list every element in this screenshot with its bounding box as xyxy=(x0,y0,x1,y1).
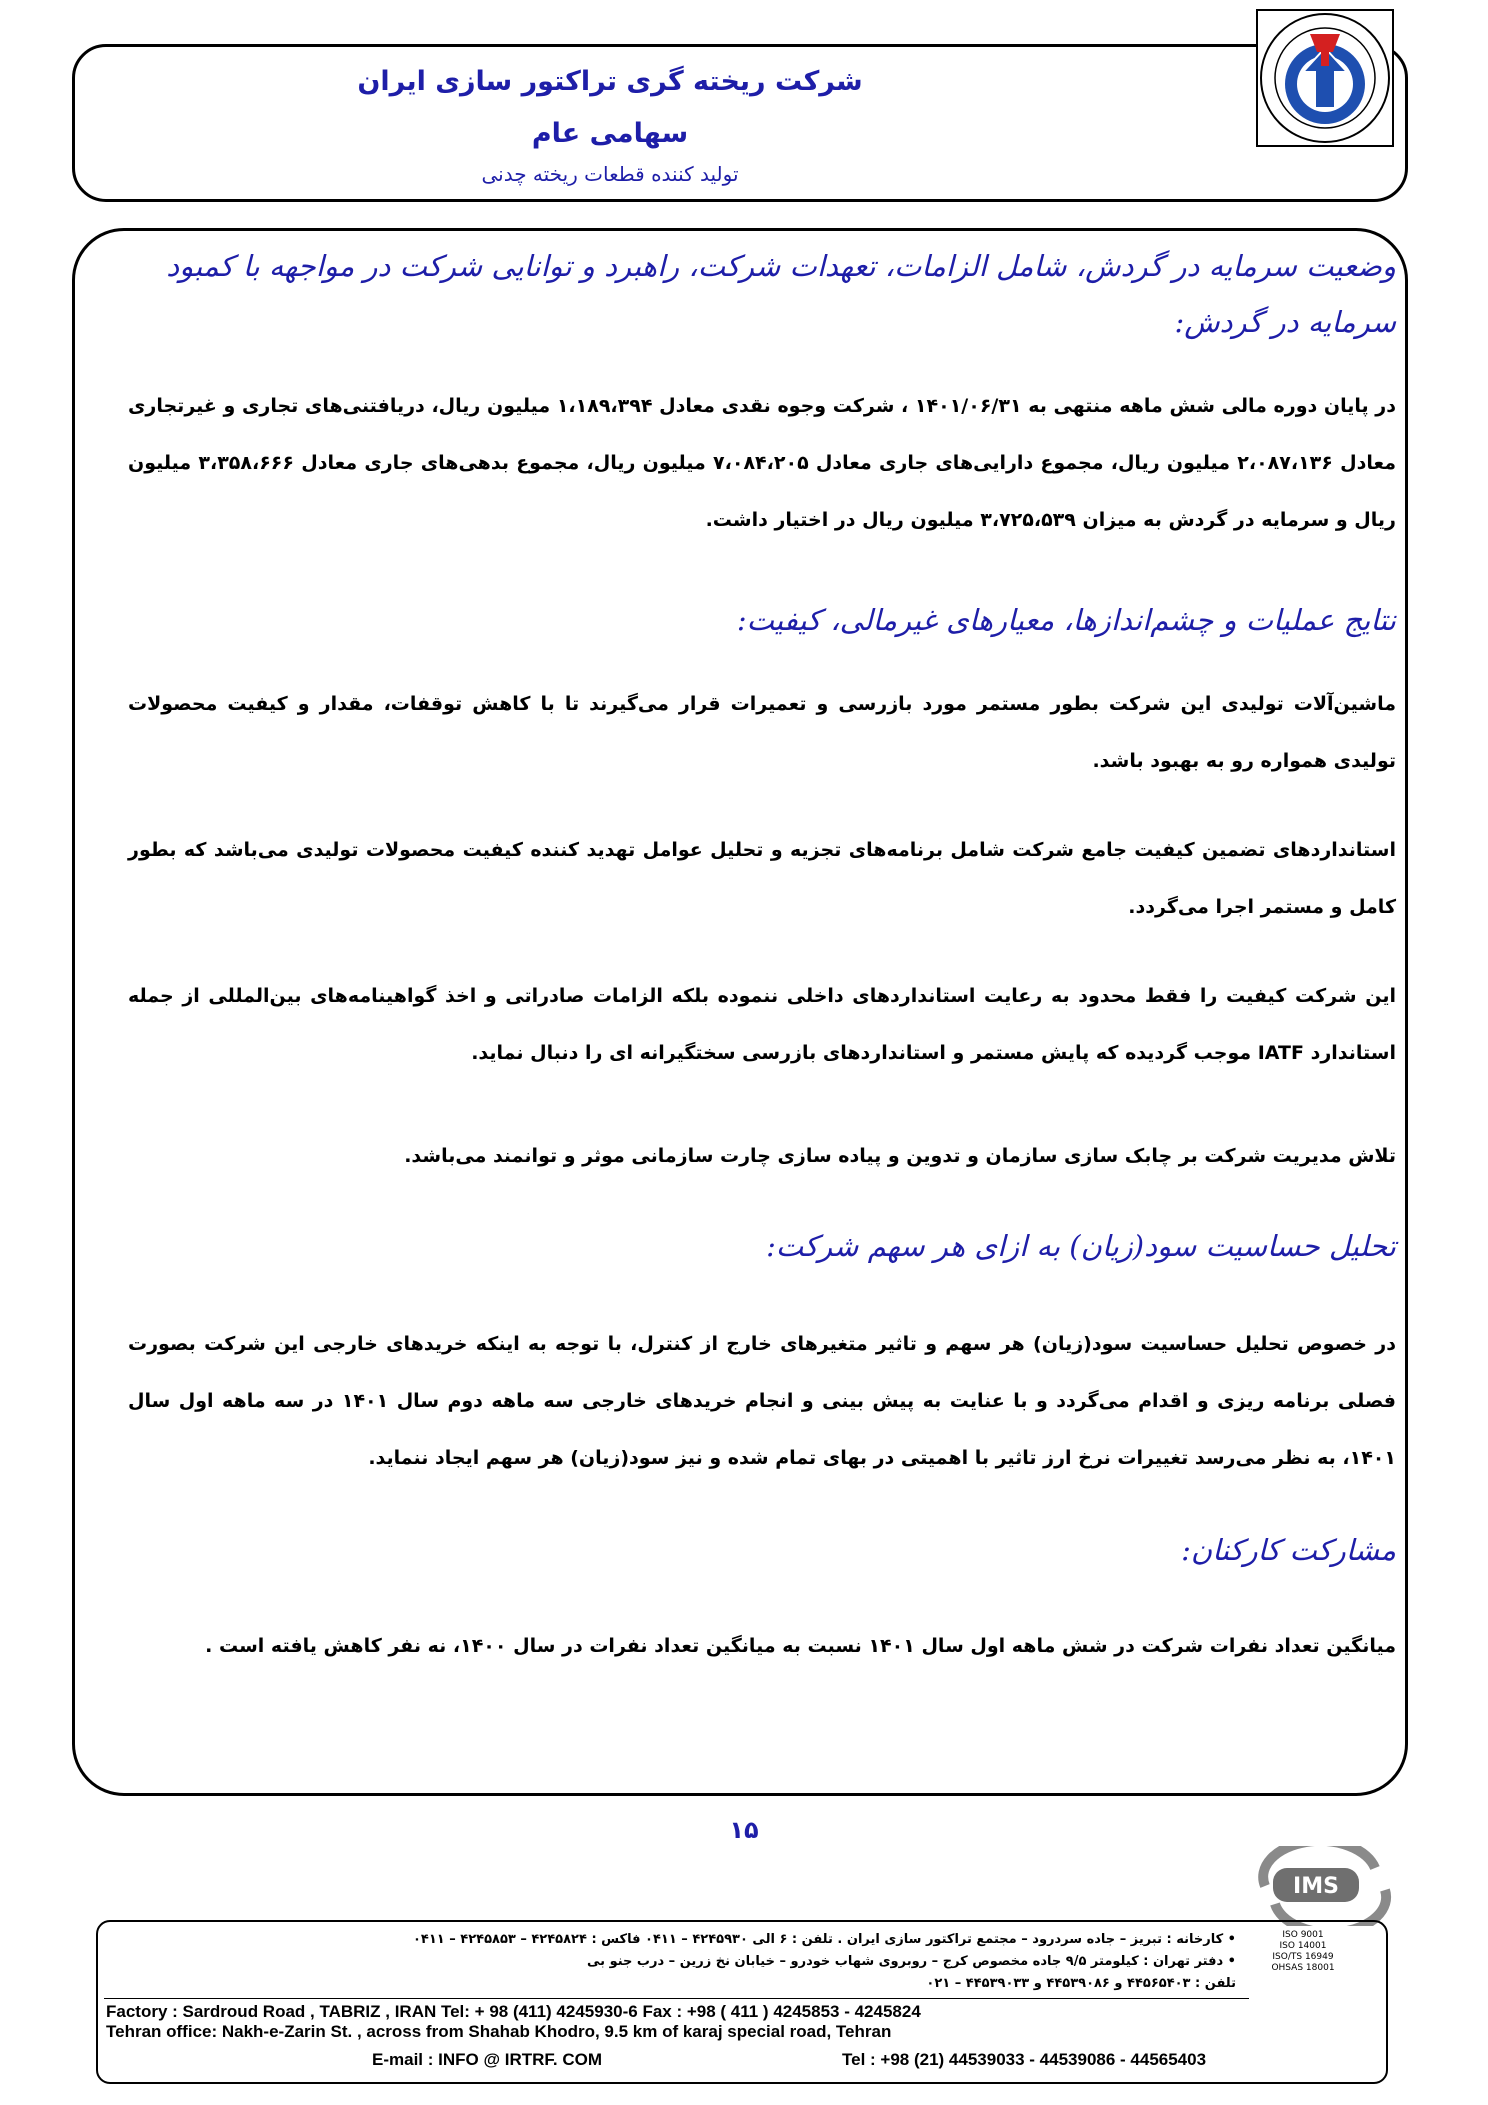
company-seal-icon xyxy=(1255,8,1395,148)
ims-logo-icon xyxy=(1245,1846,1395,1926)
staff-heading: مشارکت کارکنان: xyxy=(1181,1533,1396,1567)
results-heading: نتایج عملیات و چشم‌اندازها، معیارهای غیرمالی، کیفیت: xyxy=(736,603,1396,637)
footer-tel: Tel : +98 (21) 44539033 - 44539086 - 44565403 xyxy=(842,2050,1207,2069)
footer-office-address-en: Tehran office: Nakh-e-Zarin St. , across from Shahab Khodro, 9.5 km of karaj special road, Tehran xyxy=(106,2022,892,2041)
results-paragraph-1: ماشین‌آلات تولیدی این شرکت بطور مستمر مورد بازرسی و تعمیرات قرار می‌گیرند تا با کاهش توقفات، مقدار و کیفیت محصولات تولیدی همواره رو به بهبود باشد. xyxy=(128,693,1396,772)
working-capital-heading-line1: وضعیت سرمایه در گردش، شامل الزامات، تعهدات شرکت، راهبرد و توانایی شرکت در مواجهه با کمبود xyxy=(166,249,1396,283)
working-capital-paragraph: در پایان دوره مالی شش ماهه منتهی به ۱۴۰۱/۰۶/۳۱ ، شرکت وجوه نقدی معادل ۱،۱۸۹،۳۹۴ میلیون ریال، دریافتنی‌های تجاری و غیرتجاری معادل ۲،۰۸۷،۱۳۶ میلیون ریال، مجموع دارایی‌های جاری معادل ۷،۰۸۴،۲۰۵ میلیون ریال، مجموع بدهی‌های جاری معادل ۳،۳۵۸،۶۶۶ میلیون ریال و سرمایه در گردش به میزان ۳،۷۲۵،۵۳۹ میلیون ریال در اختیار داشت. xyxy=(128,395,1396,531)
company-type: سهامی عام xyxy=(531,118,689,149)
footer-divider xyxy=(104,1998,1249,1999)
certification-item: OHSAS 18001 xyxy=(1271,1963,1335,1973)
page-number: ۱۵ xyxy=(729,1816,759,1844)
certification-item: ISO 14001 xyxy=(1279,1941,1327,1951)
sensitivity-paragraph: در خصوص تحلیل حساسیت سود(زیان) هر سهم و تاثیر متغیرهای خارج از کنترل، با توجه به اینکه خریدهای خارجی این شرکت بصورت فصلی برنامه ریزی و اقدام می‌گردد و با عنایت به پیش بینی و انجام خریدهای خارجی سه ماهه دوم سال ۱۴۰۱ در سه ماهه اول سال ۱۴۰۱، به نظر می‌رسد تغییرات نرخ ارز تاثیر با اهمیتی در بهای تمام شده و نیز سود(زیان) هر سهم ایجاد ننماید. xyxy=(128,1333,1397,1469)
footer-factory-address-fa: • کارخانه : تبریز – جاده سردرود – مجتمع تراکتور سازی ایران . تلفن : ۶ الی ۴۲۴۵۹۳۰ – ۰۴۱۱ فاکس : ۴۲۴۵۸۲۴ – ۴۲۴۵۸۵۳ – ۰۴۱۱ xyxy=(412,1932,1236,1947)
header xyxy=(72,44,1408,202)
footer-factory-address-en: Factory : Sardroud Road , TABRIZ , IRAN Tel: + 98 (411) 4245930-6 Fax : +98 ( 411 ) 4245853 - 4245824 xyxy=(106,2002,921,2021)
footer-office-address-fa: • دفتر تهران : کیلومتر ۹/۵ جاده مخصوص کرج – روبروی شهاب خودرو – خیابان نخ زرین – درب جنو بی xyxy=(587,1954,1236,1969)
company-description: تولید کننده قطعات ریخته چدنی xyxy=(481,162,739,186)
footer-email[interactable]: E-mail : INFO @ IRTRF. COM xyxy=(372,2050,603,2069)
footer-phone-fa: تلفن : ۴۴۵۶۵۴۰۳ و ۴۴۵۳۹۰۸۶ و ۴۴۵۳۹۰۳۳ – ۰۲۱ xyxy=(926,1976,1236,1991)
working-capital-heading-line2: سرمایه در گردش: xyxy=(1174,305,1396,339)
company-name: شرکت ریخته گری تراکتور سازی ایران xyxy=(357,66,863,97)
certification-item: ISO/TS 16949 xyxy=(1272,1952,1334,1962)
results-paragraph-2: استانداردهای تضمین کیفیت جامع شرکت شامل برنامه‌های تجزیه و تحلیل عوامل تهدید کننده کیفیت محصولات تولیدی می‌باشد که بطور کامل و مستمر اجرا می‌گردد. xyxy=(128,839,1396,918)
staff-paragraph: میانگین تعداد نفرات شرکت در شش ماهه اول سال ۱۴۰۱ نسبت به میانگین تعداد نفرات در سال ۱۴۰۰، نه نفر کاهش یافته است . xyxy=(205,1635,1396,1657)
sensitivity-heading: تحلیل حساسیت سود(زیان) به ازای هر سهم شرکت: xyxy=(766,1229,1396,1263)
results-paragraph-4: تلاش مدیریت شرکت بر چابک سازی سازمان و تدوین و پیاده سازی چارت سازمانی موثر و توانمند می‌باشد. xyxy=(404,1145,1396,1167)
results-paragraph-3: این شرکت کیفیت را فقط محدود به رعایت استانداردهای داخلی ننموده بلکه الزامات صادراتی و اخذ گواهینامه‌های بین‌المللی از جمله استاندارد IATF موجب گردیده که پایش مستمر و استانداردهای بازرسی سختگیرانه ای را دنبال نماید. xyxy=(128,985,1396,1064)
ims-logo-text: IMS xyxy=(1293,1874,1339,1899)
certification-item: ISO 9001 xyxy=(1282,1930,1324,1940)
